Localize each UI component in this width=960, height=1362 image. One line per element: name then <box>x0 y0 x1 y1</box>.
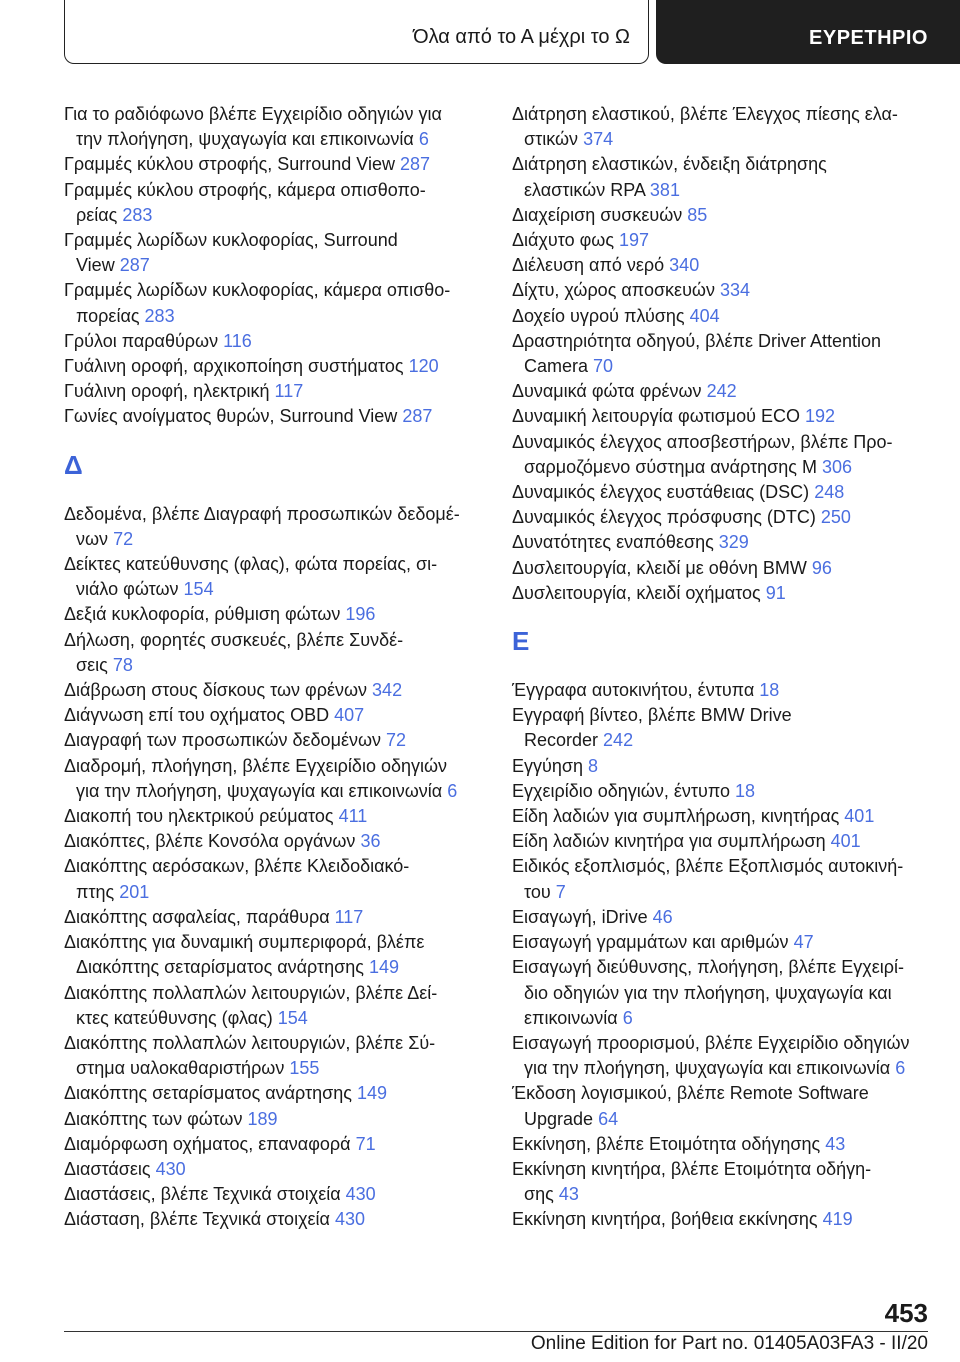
index-entry <box>64 552 484 602</box>
index-entry-text: Δυναμικά φώτα φρένων <box>512 381 702 402</box>
index-entry <box>64 1107 484 1132</box>
page-reference-link[interactable]: 411 <box>338 806 368 827</box>
page-reference-link[interactable]: 36 <box>360 831 381 852</box>
index-entry-text: κτες κατεύθυνσης (φλας) <box>76 1007 273 1028</box>
index-entry <box>64 502 484 552</box>
index-entry <box>512 530 932 555</box>
index-entry <box>512 556 932 581</box>
index-entry-text: Δήλωση, φορητές συσκευές, βλέπε Συνδέ- <box>64 629 404 650</box>
index-entry <box>64 278 484 328</box>
index-entry-text: Camera <box>524 356 589 377</box>
index-entry <box>64 1031 484 1081</box>
page-reference-link[interactable]: 419 <box>822 1209 853 1230</box>
index-entry-text: Εισαγωγή διεύθυνσης, πλοήγηση, βλέπε Εγχειρί- <box>512 957 904 978</box>
page-reference-link[interactable]: 47 <box>793 932 814 953</box>
page-reference-link[interactable]: 381 <box>649 179 680 200</box>
page-reference-link[interactable]: 196 <box>345 604 376 625</box>
index-entry <box>64 602 484 627</box>
index-entry-text: Δυναμική λειτουργία φωτισμού ECO <box>512 406 800 427</box>
index-entry <box>64 905 484 930</box>
page-header <box>0 0 960 68</box>
index-entry-text: Διάγνωση επί του οχήματος OBD <box>64 705 330 726</box>
page-reference-link[interactable]: 18 <box>735 780 756 801</box>
index-entry-text: νιάλο φώτων <box>76 579 179 600</box>
index-entry <box>64 628 484 678</box>
index-entry-text: Είδη λαδιών για συμπλήρωση, κινητήρας <box>512 806 840 827</box>
page-reference-link[interactable]: 404 <box>689 305 720 326</box>
index-entry-text: Εκκίνηση, βλέπε Ετοιμότητα οδήγησης <box>512 1133 821 1154</box>
index-entry <box>512 480 932 505</box>
page-reference-link[interactable]: 72 <box>113 528 134 549</box>
page-reference-link[interactable]: 430 <box>334 1209 366 1230</box>
page-reference-link[interactable]: 117 <box>274 381 304 402</box>
index-entry <box>64 1132 484 1157</box>
index-entry <box>512 1081 932 1131</box>
page-reference-link[interactable]: 242 <box>706 381 737 402</box>
index-entry-text: Εισαγωγή προορισμού, βλέπε Εγχειρίδιο οδηγιών <box>512 1032 910 1053</box>
page-reference-link[interactable]: 306 <box>821 456 853 477</box>
page-reference-link[interactable]: 250 <box>820 507 851 528</box>
index-entry <box>64 178 484 228</box>
index-entry-text: Εισαγωγή, iDrive <box>512 906 648 927</box>
index-entry-text: Δυνατότητες εναπόθεσης <box>512 532 714 553</box>
index-entry-text: Δεξιά κυκλοφορία, ρύθμιση φώτων <box>64 604 341 625</box>
index-entry <box>64 152 484 177</box>
page-reference-link[interactable]: 154 <box>277 1007 308 1028</box>
index-entry <box>512 854 932 904</box>
page-reference-link[interactable]: 6 <box>895 1058 906 1079</box>
index-entry-text: Διακόπτης πολλαπλών λειτουργιών, βλέπε Σύ- <box>64 1032 436 1053</box>
index-tab[interactable] <box>656 0 960 64</box>
page-reference-link[interactable]: 120 <box>408 356 439 377</box>
page-reference-link[interactable]: 340 <box>669 255 700 276</box>
page-reference-link[interactable]: 78 <box>112 654 133 675</box>
index-entry-text: Δείκτες κατεύθυνσης (φλας), φώτα πορείας, σι- <box>64 554 438 575</box>
page-reference-link[interactable]: 329 <box>718 532 749 553</box>
page-reference-link[interactable]: 401 <box>844 806 875 827</box>
footer-divider <box>64 1331 928 1332</box>
index-entry <box>64 981 484 1031</box>
index-entry-text: Είδη λαδιών κινητήρα για συμπλήρωση <box>512 831 826 852</box>
page-reference-link[interactable]: 155 <box>289 1058 320 1079</box>
index-entry <box>512 1207 932 1232</box>
index-column-left <box>64 102 484 1233</box>
page-reference-link[interactable]: 287 <box>119 255 150 276</box>
page-reference-link[interactable]: 116 <box>223 330 252 351</box>
page-reference-link[interactable]: 287 <box>400 154 431 175</box>
page-reference-link[interactable]: 117 <box>334 906 364 927</box>
index-entry-text: Δυσλειτουργία, κλειδί οχήματος <box>512 582 761 603</box>
page-reference-link[interactable]: 70 <box>593 356 614 377</box>
page-reference-link[interactable]: 7 <box>555 881 566 902</box>
index-entry <box>512 304 932 329</box>
index-entry <box>512 152 932 202</box>
page-reference-link[interactable]: 18 <box>759 680 780 701</box>
index-entry-text: Γωνίες ανοίγματος θυρών, Surround View <box>64 406 398 427</box>
index-entry-text: Δίχτυ, χώρος αποσκευών <box>512 280 715 301</box>
index-entry-text: Διαμόρφωση οχήματος, επαναφορά <box>64 1133 351 1154</box>
index-entry <box>512 379 932 404</box>
page-reference-link[interactable]: 8 <box>588 755 599 776</box>
page-reference-link[interactable]: 64 <box>598 1108 619 1129</box>
page-reference-link[interactable]: 197 <box>619 230 650 251</box>
index-entry <box>512 329 932 379</box>
section-tab-label: Όλα από το Α μέχρι το Ω <box>413 26 630 48</box>
page-reference-link[interactable]: 401 <box>830 831 861 852</box>
index-entry-text: Γραμμές λωρίδων κυκλοφορίας, Surround <box>64 230 398 251</box>
page-reference-link[interactable]: 192 <box>804 406 836 427</box>
index-entry <box>512 102 932 152</box>
index-entry <box>512 430 932 480</box>
index-entry <box>512 404 932 429</box>
page-reference-link[interactable]: 342 <box>372 680 403 701</box>
index-entry-text: Δυναμικός έλεγχος αποσβεστήρων, βλέπε Προ- <box>512 431 893 452</box>
index-entry <box>64 354 484 379</box>
index-entry-text: Διακοπή του ηλεκτρικού ρεύματος <box>64 806 334 827</box>
page-reference-link[interactable]: 46 <box>652 906 673 927</box>
index-entry-text: Έγγραφα αυτοκινήτου, έντυπα <box>512 680 755 701</box>
page-reference-link[interactable]: 43 <box>558 1184 579 1205</box>
index-entry <box>512 754 932 779</box>
index-entry-text: Δοχείο υγρού πλύσης <box>512 305 685 326</box>
index-entry-text: Διαχείριση συσκευών <box>512 204 683 225</box>
index-entry-text: View <box>76 255 115 276</box>
index-entry <box>64 102 484 152</box>
page-reference-link[interactable]: 6 <box>447 780 458 801</box>
page-reference-link[interactable]: 430 <box>345 1184 376 1205</box>
index-entry <box>64 854 484 904</box>
index-entry-text: Εκκίνηση κινητήρα, βοήθεια εκκίνησης <box>512 1209 818 1230</box>
index-entry-text: Upgrade <box>524 1108 594 1129</box>
index-entry <box>512 1031 932 1081</box>
page-reference-link[interactable]: 201 <box>119 881 150 902</box>
index-entry-text: Διάχυτο φως <box>512 230 614 251</box>
index-entry-text: σαρμοζόμενο σύστημα ανάρτησης M <box>524 456 817 477</box>
index-entry <box>64 404 484 429</box>
index-entry-text: Εισαγωγή γραμμάτων και αριθμών <box>512 932 789 953</box>
index-entry <box>512 203 932 228</box>
index-entry-text: Διακόπτης σεταρίσματος ανάρτησης <box>76 957 364 978</box>
index-entry <box>512 1132 932 1157</box>
index-entry <box>512 955 932 1031</box>
index-entry-text: Διακόπτης σεταρίσματος ανάρτησης <box>64 1083 352 1104</box>
index-entry-text: Γυάλινη οροφή, αρχικοποίηση συστήματος <box>64 356 404 377</box>
page-reference-link[interactable]: 149 <box>368 957 400 978</box>
index-entry <box>512 779 932 804</box>
index-entry-text: Διέλευση από νερό <box>512 255 665 276</box>
index-entry-text: Διακόπτης αερόσακων, βλέπε Κλειδοδιακό- <box>64 856 410 877</box>
index-entry-text: Διακόπτης για δυναμική συμπεριφορά, βλέπε <box>64 932 425 953</box>
index-entry <box>64 829 484 854</box>
index-entry <box>64 728 484 753</box>
index-entry-text: επικοινωνία <box>524 1007 618 1028</box>
index-entry-text: Δυναμικός έλεγχος πρόσφυσης (DTC) <box>512 507 816 528</box>
page-reference-link[interactable]: 242 <box>603 730 634 751</box>
index-entry-text: Διακόπτης πολλαπλών λειτουργιών, βλέπε Δεί- <box>64 982 438 1003</box>
page-reference-link[interactable]: 71 <box>355 1133 376 1154</box>
index-entry <box>64 1081 484 1106</box>
index-column-right <box>512 102 932 1233</box>
index-entry-text: Δυσλειτουργία, κλειδί με οθόνη BMW <box>512 557 807 578</box>
index-entry-text: σης <box>524 1184 554 1205</box>
page-reference-link[interactable]: 6 <box>622 1007 633 1028</box>
index-entry-text: Εγγραφή βίντεο, βλέπε BMW Drive <box>512 705 792 726</box>
page-reference-link[interactable]: 407 <box>334 705 365 726</box>
index-entry <box>512 1157 932 1207</box>
index-entry <box>512 905 932 930</box>
index-entry <box>64 930 484 980</box>
index-entry <box>512 678 932 703</box>
index-entry-text: Γραμμές κύκλου στροφής, κάμερα οπισθοπο- <box>64 179 426 200</box>
index-entry-text: πτης <box>76 881 115 902</box>
index-entry-text: Διακόπτης ασφαλείας, παράθυρα <box>64 906 330 927</box>
index-entry <box>64 228 484 278</box>
page-reference-link[interactable]: 287 <box>402 406 433 427</box>
index-entry-text: του <box>524 881 551 902</box>
index-entry-text: Γρύλοι παραθύρων <box>64 330 219 351</box>
index-entry-text: Διάτρηση ελαστικών, ένδειξη διάτρησης <box>512 154 827 175</box>
index-entry-text: Γραμμές κύκλου στροφής, Surround View <box>64 154 395 175</box>
index-tab-label: ΕΥΡΕΤΗΡΙΟ <box>809 27 928 49</box>
index-entry-text: για την πλοήγηση, ψυχαγωγία και επικοινωνία <box>76 780 443 801</box>
index-entry-text: Διαδρομή, πλοήγηση, βλέπε Εγχειρίδιο οδηγιών <box>64 755 448 776</box>
page-reference-link[interactable]: 96 <box>811 557 832 578</box>
page-reference-link[interactable]: 85 <box>687 204 708 225</box>
edition-footer: Online Edition for Part no. 01405A03FA3 - II/20 <box>530 1333 928 1354</box>
index-entry <box>64 1207 484 1232</box>
index-entry-text: για την πλοήγηση, ψυχαγωγία και επικοινωνία <box>524 1058 891 1079</box>
index-entry <box>64 678 484 703</box>
index-entry-text: Διάσταση, βλέπε Τεχνικά στοιχεία <box>64 1209 330 1230</box>
index-entry <box>512 581 932 606</box>
index-entry-text: Διαστάσεις <box>64 1158 151 1179</box>
index-entry-text: Δραστηριότητα οδηγού, βλέπε Driver Attention <box>512 330 882 351</box>
index-entry-text: Διακόπτες, βλέπε Κονσόλα οργάνων <box>64 831 356 852</box>
index-entry-text: Διαστάσεις, βλέπε Τεχνικά στοιχεία <box>64 1184 341 1205</box>
index-entry-text: Διάτρηση ελαστικού, βλέπε Έλεγχος πίεσης ελα- <box>512 104 898 124</box>
section-tab[interactable] <box>64 0 649 64</box>
index-entry-text: νων <box>76 528 109 549</box>
index-entry-text: Ειδικός εξοπλισμός, βλέπε Εξοπλισμός αυτοκινή- <box>512 856 904 877</box>
index-entry-text: Για το ραδιόφωνο βλέπε Εγχειρίδιο οδηγιών για <box>64 104 442 124</box>
index-entry <box>64 703 484 728</box>
index-entry-text: την πλοήγηση, ψυχαγωγία και επικοινωνία <box>76 129 414 150</box>
section-letter: Ε <box>512 626 530 657</box>
index-entry-text: πορείας <box>76 305 140 326</box>
index-entry-text: Εγγύηση <box>512 755 583 776</box>
page-reference-link[interactable]: 334 <box>720 280 751 301</box>
section-letter: Δ <box>64 449 83 480</box>
index-entry-text: ελαστικών RPA <box>524 179 645 200</box>
index-entry-text: Recorder <box>524 730 599 751</box>
page-reference-link[interactable]: 430 <box>155 1158 186 1179</box>
index-entry <box>64 1157 484 1182</box>
index-entry-text: διο οδηγιών για την πλοήγηση, ψυχαγωγία και <box>524 982 892 1003</box>
page-number: 453 <box>884 1298 928 1328</box>
page-reference-link[interactable]: 374 <box>583 129 614 150</box>
index-entry-text: Εκκίνηση κινητήρα, βλέπε Ετοιμότητα οδήγη- <box>512 1158 872 1179</box>
index-entry <box>512 829 932 854</box>
index-entry <box>512 228 932 253</box>
index-entry <box>512 253 932 278</box>
index-entry-text: Διακόπτης των φώτων <box>64 1108 243 1129</box>
index-entry <box>512 930 932 955</box>
index-entry-text: Δεδομένα, βλέπε Διαγραφή προσωπικών δεδομέ- <box>64 503 460 524</box>
page-reference-link[interactable]: 91 <box>765 582 786 603</box>
index-entry-text: Γυάλινη οροφή, ηλεκτρική <box>64 381 270 402</box>
index-entry <box>512 505 932 530</box>
index-entry-text: Διαγραφή των προσωπικών δεδομένων <box>64 730 382 751</box>
page-reference-link[interactable]: 43 <box>825 1133 846 1154</box>
page-reference-link[interactable]: 154 <box>183 579 214 600</box>
page-reference-link[interactable]: 6 <box>418 129 429 150</box>
index-entry <box>64 379 484 404</box>
index-entry <box>512 804 932 829</box>
index-entry <box>64 329 484 354</box>
index-entry-text: στικών <box>524 129 579 150</box>
page-reference-link[interactable]: 248 <box>814 482 845 503</box>
index-entry-text: Εγχειρίδιο οδηγιών, έντυπο <box>512 780 730 801</box>
index-entry <box>512 703 932 753</box>
index-entry-text: Έκδοση λογισμικού, βλέπε Remote Software <box>512 1083 869 1104</box>
index-entry-text: στημα υαλοκαθαριστήρων <box>76 1058 285 1079</box>
index-entry-text: Διάβρωση στους δίσκους των φρένων <box>64 680 368 701</box>
index-entry-text: Δυναμικός έλεγχος ευστάθειας (DSC) <box>512 482 810 503</box>
index-entry-text: σεις <box>76 654 108 675</box>
page-reference-link[interactable]: 149 <box>356 1083 388 1104</box>
index-entry <box>64 1182 484 1207</box>
page-reference-link[interactable]: 189 <box>247 1108 278 1129</box>
page-reference-link[interactable]: 283 <box>122 204 153 225</box>
page-reference-link[interactable]: 72 <box>386 730 407 751</box>
index-entry <box>64 754 484 804</box>
page-reference-link[interactable]: 283 <box>144 305 175 326</box>
index-entry-text: ρείας <box>76 204 118 225</box>
index-entry-text: Γραμμές λωρίδων κυκλοφορίας, κάμερα οπισθο- <box>64 280 451 301</box>
index-entry <box>512 278 932 303</box>
index-entry <box>64 804 484 829</box>
